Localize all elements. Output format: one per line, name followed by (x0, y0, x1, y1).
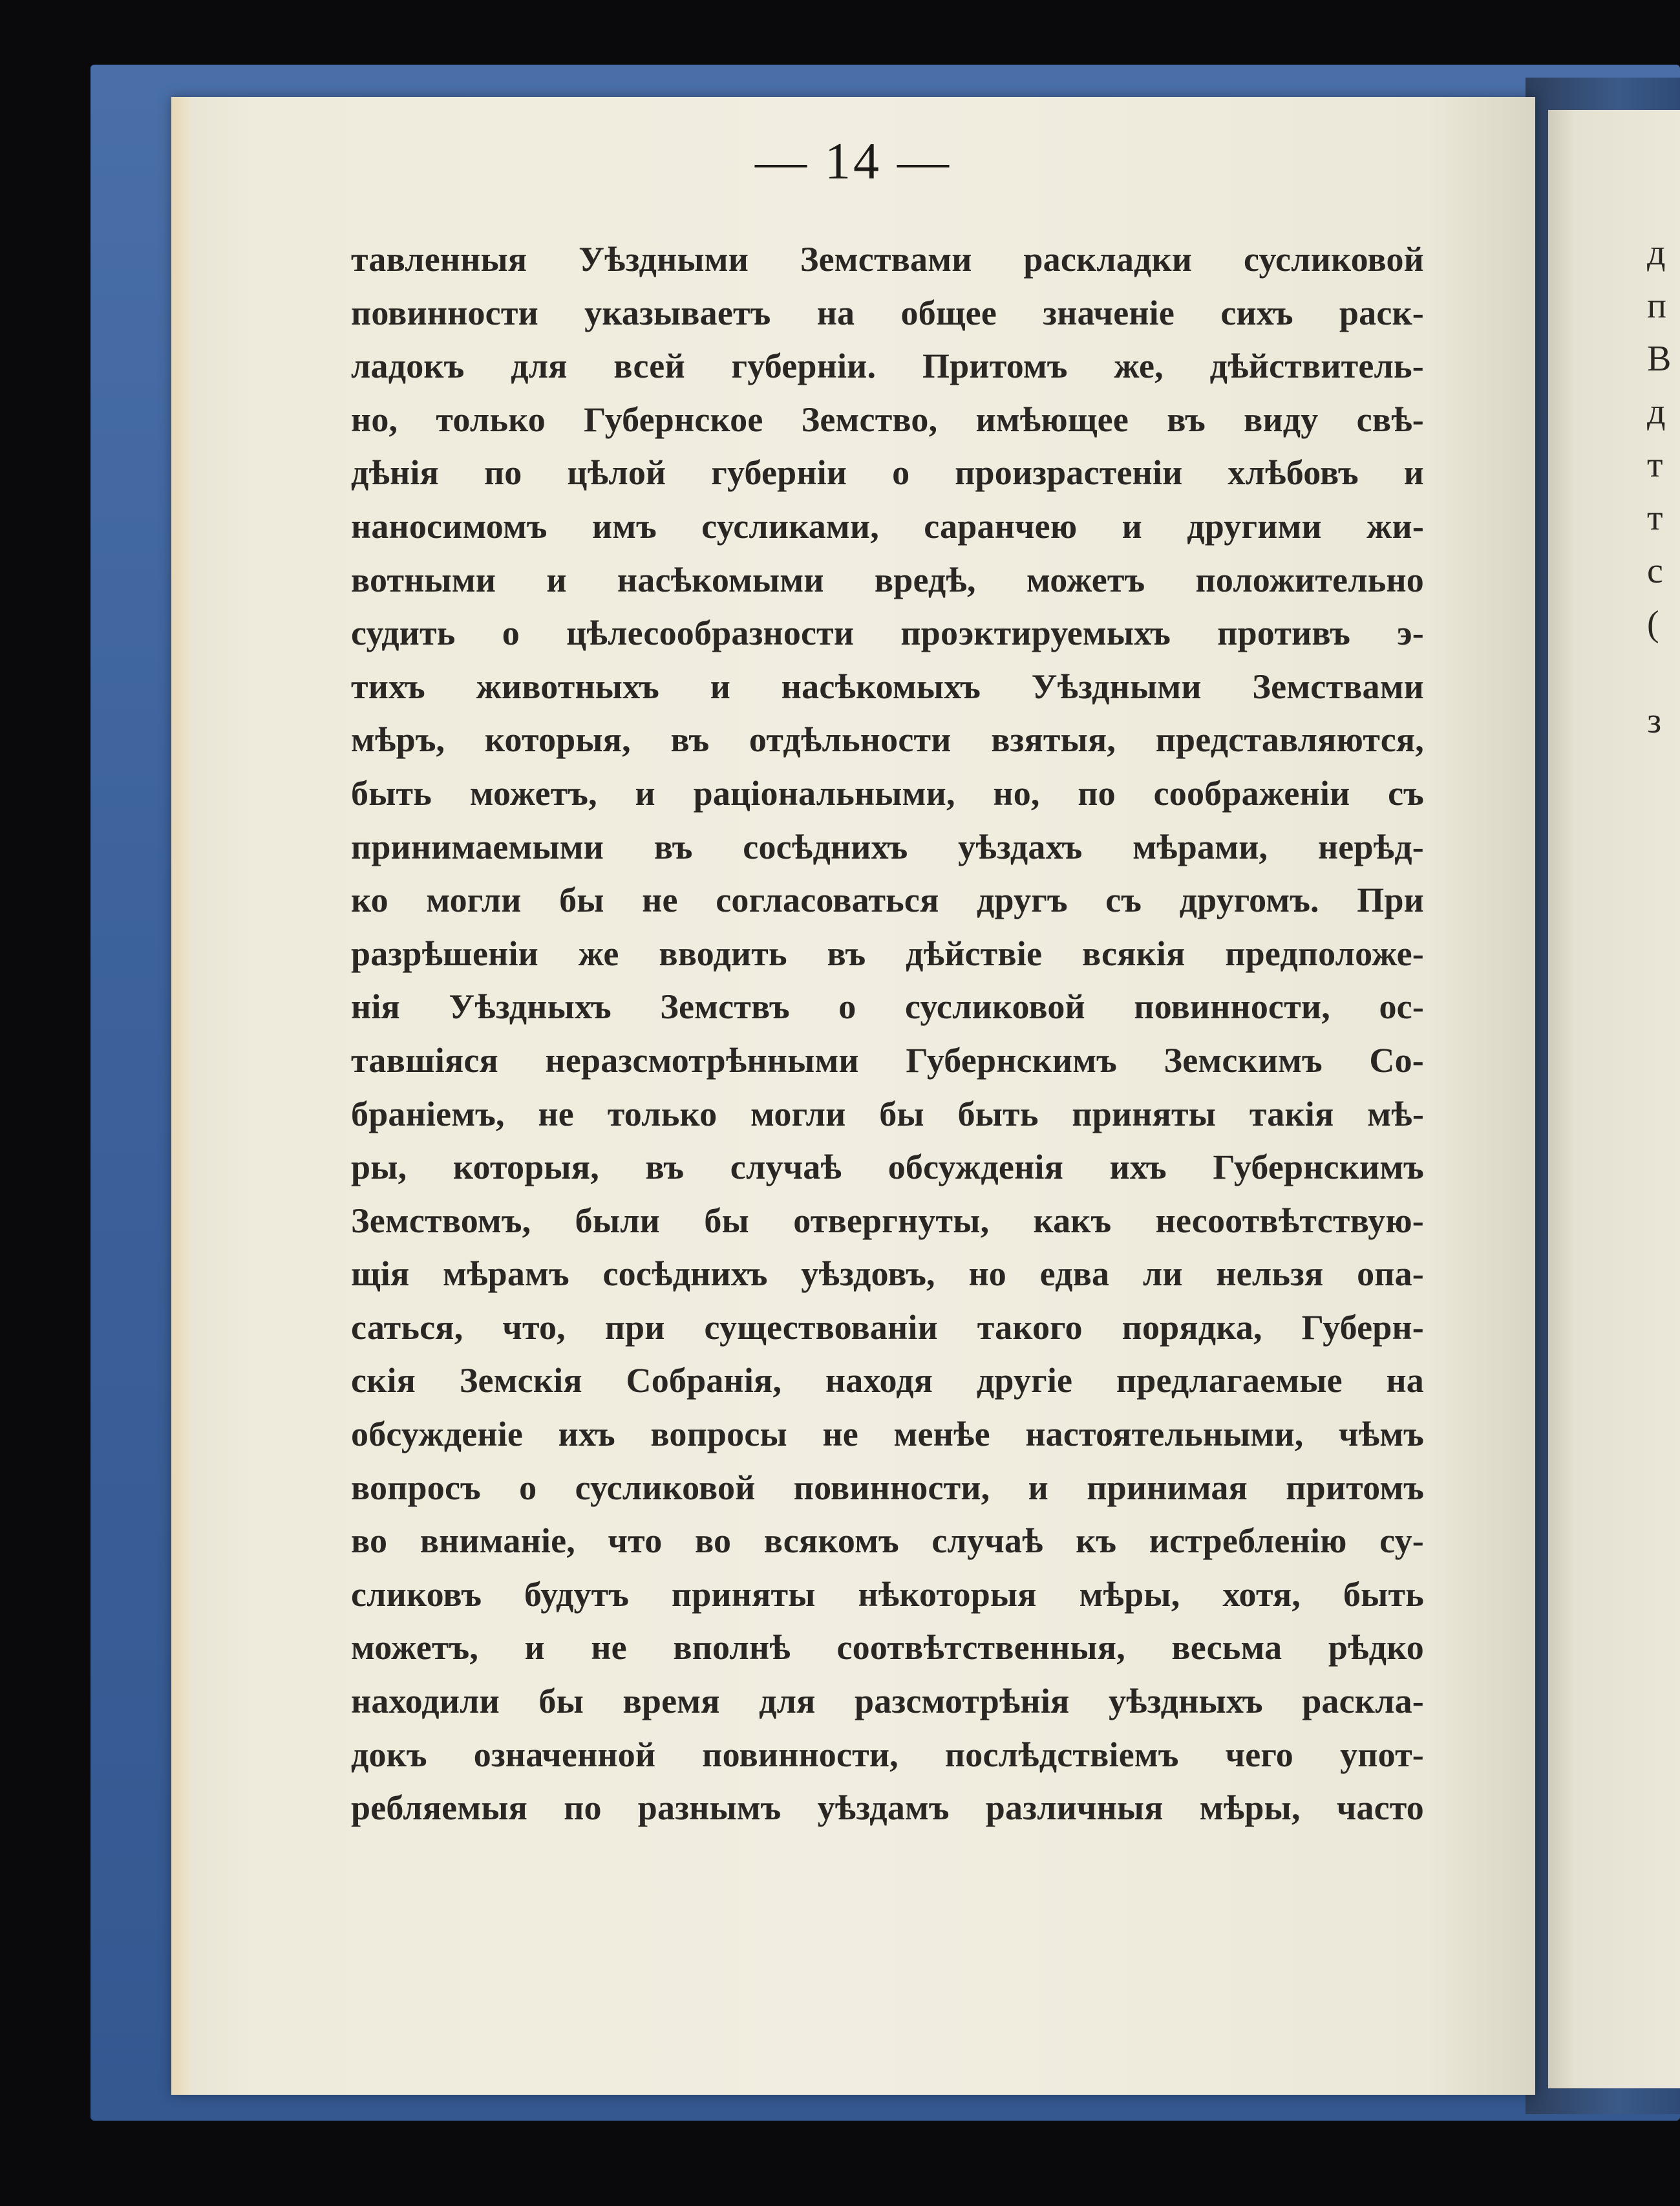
text-line: можетъ, и не вполнѣ соотвѣтственныя, весьма рѣдко (351, 1628, 1424, 1667)
text-line: докъ означенной повинности, послѣдствiемъ чего упот- (351, 1735, 1424, 1774)
text-line: саться, что, при существованiи такого порядка, Губерн- (351, 1307, 1424, 1347)
text-line: мѣръ, которыя, въ отдѣльности взятыя, представляются, (351, 720, 1424, 760)
next-page-fragment: п (1647, 286, 1666, 326)
next-page-fragment: с (1647, 551, 1663, 591)
text-line: скiя Земскiя Собранiя, находя другiе предлагаемые на (351, 1361, 1424, 1400)
text-line: вотными и насѣкомыми вредѣ, можетъ положительно (351, 560, 1424, 599)
next-page-fragment: з (1647, 701, 1662, 741)
text-line: ры, которыя, въ случаѣ обсужденiя ихъ Губернскимъ (351, 1148, 1424, 1187)
next-page-fragment: ( (1647, 604, 1659, 644)
page-number: — 14 — (755, 133, 952, 190)
body-text (351, 233, 1424, 1835)
next-page-fragment: т (1647, 445, 1663, 485)
text-line: тавленныя Уѣздными Земствами раскладки сусликовой (351, 240, 1424, 279)
text-line: дѣнiя по цѣлой губернiи о произрастенiи хлѣбовъ и (351, 453, 1424, 493)
text-line: вопросъ о сусликовой повинности, и принимая притомъ (351, 1468, 1424, 1507)
next-page-fragment: В (1647, 339, 1672, 379)
next-page-fragment: д (1647, 392, 1666, 432)
text-line: Земствомъ, были бы отвергнуты, какъ несоотвѣтствую- (351, 1201, 1424, 1240)
text-line: ребляемыя по разнымъ уѣздамъ различныя мѣры, часто (351, 1788, 1424, 1828)
text-line: находили бы время для разсмотрѣнiя уѣздныхъ раскла- (351, 1682, 1424, 1721)
text-line: разрѣшенiи же вводить въ дѣйствiе всякiя предположе- (351, 934, 1424, 973)
text-line: нiя Уѣздныхъ Земствъ о сусликовой повинности, ос- (351, 987, 1424, 1027)
text-line: тавшiяся неразсмотрѣнными Губернскимъ Земскимъ Со- (351, 1040, 1424, 1080)
text-line: сликовъ будутъ приняты нѣкоторыя мѣры, хотя, быть (351, 1574, 1424, 1614)
text-line: обсужденiе ихъ вопросы не менѣе настоятельными, чѣмъ (351, 1415, 1424, 1454)
next-page-fragment: т (1647, 498, 1663, 538)
text-line: но, только Губернское Земство, имѣющее въ виду свѣ- (351, 400, 1424, 439)
text-line: тихъ животныхъ и насѣкомыхъ Уѣздными Земствами (351, 667, 1424, 706)
text-line: наносимомъ имъ сусликами, саранчею и другими жи- (351, 506, 1424, 546)
next-page-fragment: д (1647, 233, 1666, 273)
text-line: во вниманiе, что во всякомъ случаѣ къ истребленiю су- (351, 1521, 1424, 1561)
text-line: повинности указываетъ на общее значенiе сихъ раск- (351, 293, 1424, 332)
text-line: щiя мѣрамъ сосѣднихъ уѣздовъ, но едва ли нельзя опа- (351, 1254, 1424, 1294)
text-line: судить о цѣлесообразности проэктируемыхъ противъ э- (351, 614, 1424, 653)
text-line: ко могли бы не согласоваться другъ съ другомъ. При (351, 881, 1424, 920)
text-line: принимаемыми въ сосѣднихъ уѣздахъ мѣрами, нерѣд- (351, 827, 1424, 866)
text-line: быть можетъ, и рацiональными, но, по соображенiи съ (351, 773, 1424, 813)
next-page-fragments (1647, 226, 1680, 747)
text-line: бранiемъ, не только могли бы быть приняты такiя мѣ- (351, 1094, 1424, 1133)
text-line: ладокъ для всей губернiи. Притомъ же, дѣйствитель- (351, 347, 1424, 386)
page-gutter (171, 97, 191, 2095)
